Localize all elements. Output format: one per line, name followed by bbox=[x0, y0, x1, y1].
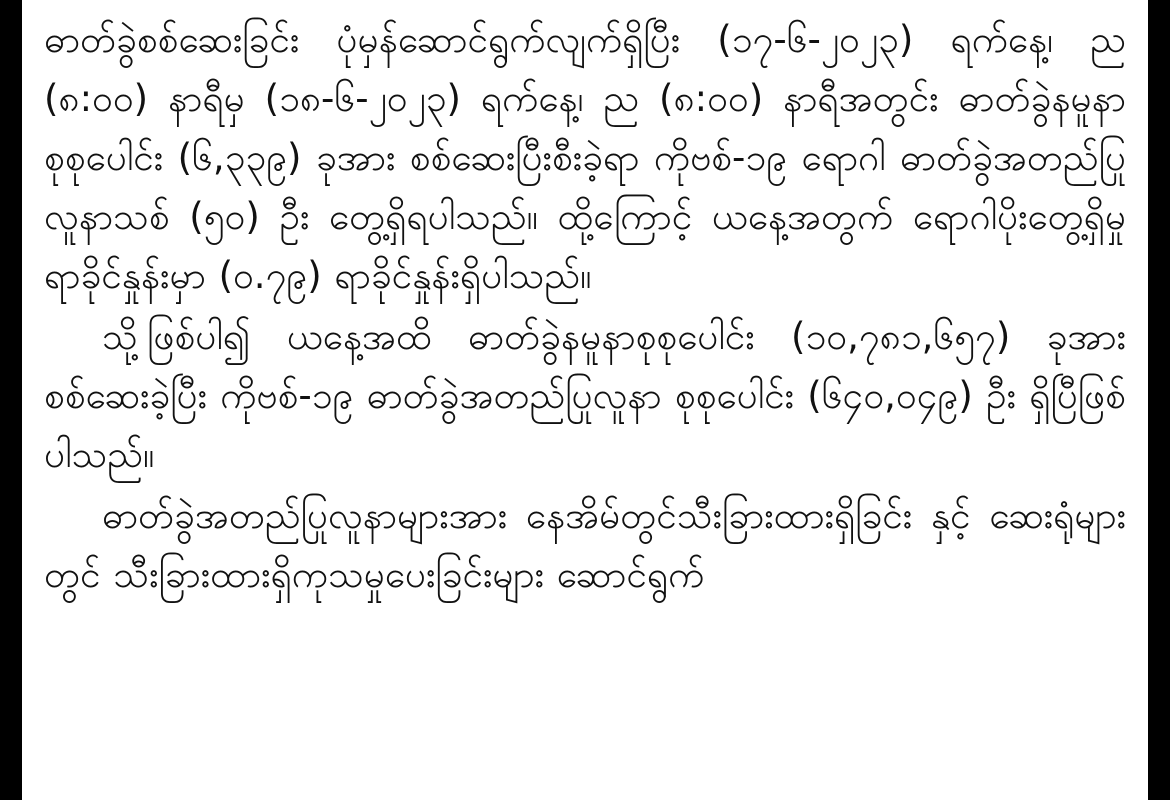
paragraph-3: ဓာတ်ခွဲအတည်ပြုလူနာများအား နေအိမ်တွင်သီးခြားထားရှိခြင်း နှင့် ဆေးရုံများတွင် သီးခြားထားရှိကုသမှုပေးခြင်းများ ဆောင်ရွက် bbox=[44, 494, 1126, 596]
paragraph-2: သို့ဖြစ်ပါ၍ ယနေ့အထိ ဓာတ်ခွဲနမူနာစုစုပေါင်း (၁၀,၇၈၁,၆၅၇) ခုအား စစ်ဆေးခဲ့ပြီး ကိုဗစ်-၁၉ ဓာတ်ခွဲအတည်ပြုလူနာ စုစုပေါင်း (၆၄၀,၀၄၉) ဦး ရှိပြီဖြစ်ပါသည်။ bbox=[44, 315, 1126, 476]
paragraph-1: ဓာတ်ခွဲစစ်ဆေးခြင်း ပုံမှန်ဆောင်ရွက်လျက်ရှိပြီး (၁၇-၆-၂၀၂၃) ရက်နေ့၊ ည (၈:၀၀) နာရီမှ (၁၈-၆-၂၀၂၃) ရက်နေ့၊ ည (၈:၀၀) နာရီအတွင်း ဓာတ်ခွဲနမူနာစုစုပေါင်း (၆,၃၃၉) ခုအား စစ်ဆေးပြီးစီးခဲ့ရာ ကိုဗစ်-၁၉ ရောဂါ ဓာတ်ခွဲအတည်ပြုလူနာသစ် (၅၀) ဦး တွေ့ရှိရပါသည်။ ထို့ကြောင့် ယနေ့အတွက် ရောဂါပိုးတွေ့ရှိမှု ရာခိုင်နှုန်းမှာ (၀.၇၉) ရာခိုင်နှုန်းရှိပါသည်။ bbox=[44, 18, 1126, 297]
page-sheet bbox=[22, 0, 1148, 800]
document-text-body bbox=[22, 0, 1148, 800]
